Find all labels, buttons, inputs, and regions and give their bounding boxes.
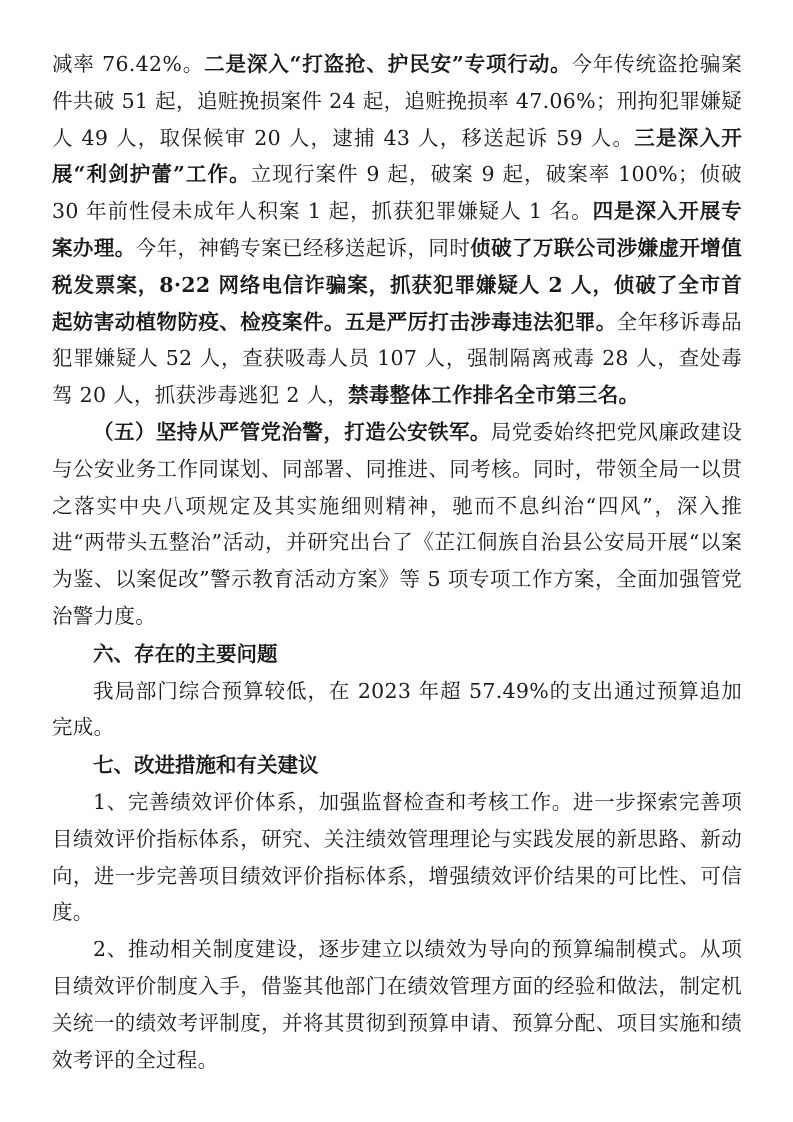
paragraph-party-discipline <box>52 414 742 635</box>
text-span: 立现行案件 9 起，破案 9 起，破案率 100%；侦破 30 年前性侵未成年人积案 1 起，抓获犯罪嫌疑人 1 名。 <box>52 162 742 224</box>
subsection-heading-5: （五）坚持从严管党治警，打造公安铁军。 <box>93 419 491 444</box>
text-span: 全年移诉毒品犯罪嫌疑人 52 人，查获吸毒人员 107 人，强制隔离戒毒 28 人，查处毒驾 20 人，抓获涉毒逃犯 2 人， <box>52 309 742 408</box>
section-6-text: 我局部门综合预算较低，在 2023 年超 57.49%的支出通过预算追加完成。 <box>52 678 742 740</box>
section-7-item-2: 2、推动相关制度建设，逐步建立以绩效为导向的预算编制模式。从项目绩效评价制度入手，借鉴其他部门在绩效管理方面的经验和做法，制定机关统一的绩效考评制度，并将其贯彻到预算申请、预算分配、项目实施和绩效考评的全过程。 <box>52 937 742 1072</box>
bold-point-3: 三是深入开展“利剑护蕾”工作。 <box>52 125 742 187</box>
text-span: 今年，神鹤专案已经移送起诉，同时 <box>135 235 471 260</box>
bold-point-2: 二是深入“打盗抢、护民安”专项行动。 <box>204 52 572 76</box>
section-heading-7: 七、改进措施和有关建议 <box>93 753 319 778</box>
bold-highlight-cases: 侦破了万联公司涉嫌虚开增值税发票案，8·22 网络电信诈骗案，抓获犯罪嫌疑人 2 人，侦破了全市首起妨害动植物防疫、检疫案件。五是严厉打击涉毒违法犯罪。 <box>52 235 742 334</box>
text-span: 减率 76.42%。 <box>52 52 205 76</box>
section-7-item-1: 1、完善绩效评价体系，加强监督检查和考核工作。进一步探索完善项目绩效评价指标体系，研究、关注绩效管理理论与实践发展的新思路、新动向，进一步完善项目绩效评价指标体系，增强绩效评价结果的可比性、可信度。 <box>52 789 742 925</box>
bold-point-4: 四是深入开展专案办理。 <box>52 199 742 260</box>
paragraph-work-results <box>52 46 742 414</box>
document-page <box>52 46 742 1078</box>
bold-highlight-ranking: 禁毒整体工作排名全市第三名。 <box>348 383 640 408</box>
text-span: 局党委始终把党风廉政建设与公安业务工作同谋划、同部署、同推进、同考核。同时，带领全局一以贯之落实中央八项规定及其实施细则精神，驰而不息纠治“四风”，深入推进“两带头五整治”活动，并研究出台了《芷江侗族自治县公安局开展“以案为鉴、以案促改”警示教育活动方案》等 5 项专项工作方案，全面加强管党治警力度。 <box>52 419 742 628</box>
text-span: 今年传统盗抢骗案件共破 51 起，追赃挽损案件 24 起，追赃挽损率 47.06%；刑拘犯罪嫌疑人 49 人，取保候审 20 人，逮捕 43 人，移送起诉 59 人。 <box>52 52 742 150</box>
section-heading-6: 六、存在的主要问题 <box>93 641 278 666</box>
